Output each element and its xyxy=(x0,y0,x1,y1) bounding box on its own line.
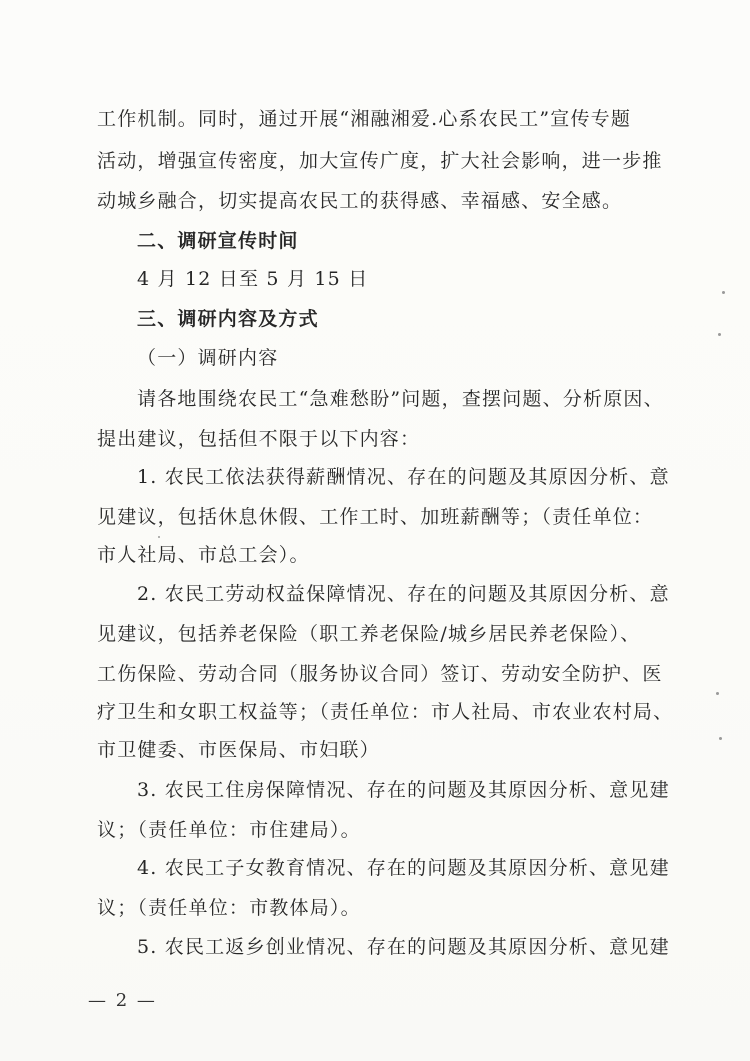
scan-speck xyxy=(718,333,721,336)
section-heading: 三、调研内容及方式 xyxy=(137,308,319,330)
body-text-line: 工作机制。同时，通过开展“湘融湘爱.心系农民工”宣传专题 xyxy=(97,108,632,130)
body-text-line: 提出建议，包括但不限于以下内容： xyxy=(97,428,421,450)
list-item-text: 工伤保险、劳动合同（服务协议合同）签订、劳动安全防护、医 xyxy=(97,663,663,685)
body-text-line: 活动，增强宣传密度，加大宣传广度，扩大社会影响，进一步推 xyxy=(97,150,663,172)
list-item-text: 见建议，包括休息休假、工作工时、加班薪酬等；（责任单位： xyxy=(97,506,654,528)
body-text-line: 请各地围绕农民工“急难愁盼”问题，查摆问题、分析原因、 xyxy=(137,388,664,410)
subsection-heading: （一）调研内容 xyxy=(137,347,279,369)
list-item-text: 市人社局、市总工会）。 xyxy=(97,544,310,566)
date-range-text: 4 月 12 日至 5 月 15 日 xyxy=(137,268,369,290)
list-item-text: 市卫健委、市医保局、市妇联） xyxy=(97,739,380,761)
list-item-text: 4. 农民工子女教育情况、存在的问题及其原因分析、意见建 xyxy=(137,857,670,879)
list-item-text: 3. 农民工住房保障情况、存在的问题及其原因分析、意见建 xyxy=(137,779,670,801)
list-item-text: 5. 农民工返乡创业情况、存在的问题及其原因分析、意见建 xyxy=(137,936,670,958)
list-item-text: 2. 农民工劳动权益保障情况、存在的问题及其原因分析、意 xyxy=(137,583,670,605)
scan-speck xyxy=(719,737,722,740)
scan-speck xyxy=(158,536,160,538)
scan-speck xyxy=(716,692,719,695)
list-item-text: 1. 农民工依法获得薪酬情况、存在的问题及其原因分析、意 xyxy=(137,466,670,488)
list-item-text: 议；（责任单位：市教体局）。 xyxy=(97,897,361,919)
body-text-line: 动城乡融合，切实提高农民工的获得感、幸福感、安全感。 xyxy=(97,190,623,212)
list-item-text: 疗卫生和女职工权益等；（责任单位：市人社局、市农业农村局、 xyxy=(97,701,674,723)
section-heading: 二、调研宣传时间 xyxy=(137,230,299,252)
list-item-text: 议；（责任单位：市住建局）。 xyxy=(97,819,361,841)
page-number: — 2 — xyxy=(88,990,157,1011)
scan-speck xyxy=(722,291,725,294)
list-item-text: 见建议，包括养老保险（职工养老保险/城乡居民养老保险）、 xyxy=(97,623,641,645)
